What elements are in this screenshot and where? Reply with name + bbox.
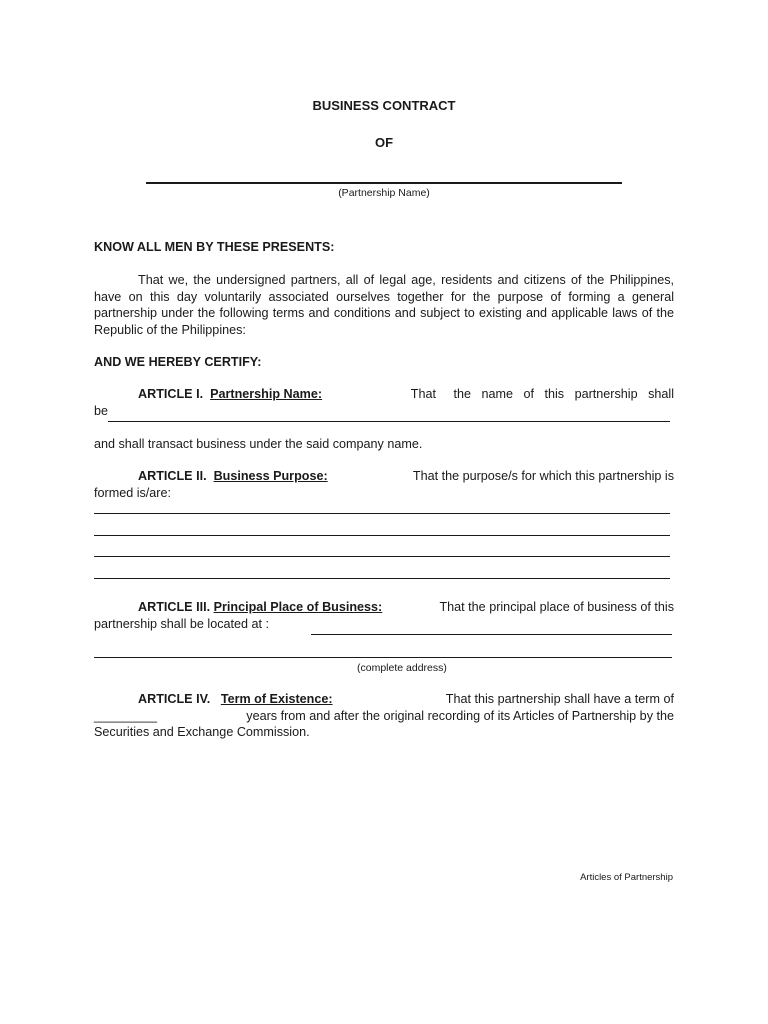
- article-4-heading: Term of Existence:: [220, 692, 333, 706]
- purpose-blank-1: [94, 513, 670, 514]
- article-2-heading: Business Purpose:: [213, 469, 328, 483]
- intro-paragraph: That we, the undersigned partners, all of legal age, residents and citizens of the Philippines, have on this day voluntarily associated ourselves together for the purpose of forming a general partnership under the following terms and conditions and subject to existing and applicable laws of the Republic of the Philippines:: [94, 273, 674, 337]
- article-4-text-3: Securities and Exchange Commission.: [94, 725, 310, 739]
- article-4-line-2: [94, 709, 674, 723]
- article-1-name-blank: [108, 421, 670, 422]
- partnership-name-caption: (Partnership Name): [338, 187, 430, 199]
- article-3-line: [138, 600, 674, 614]
- know-all-heading: KNOW ALL MEN BY THESE PRESENTS:: [94, 240, 335, 254]
- article-3-heading: Principal Place of Business:: [213, 600, 383, 614]
- article-2-number: ARTICLE II.: [138, 469, 207, 483]
- article-1-after: and shall transact business under the said company name.: [94, 437, 423, 451]
- purpose-blank-4: [94, 578, 670, 579]
- address-blank-2: [94, 657, 672, 658]
- article-4-term-blank: _________: [94, 709, 158, 723]
- article-4-text-2: years from and after the original recording of its Articles of Partnership by the: [246, 709, 674, 723]
- purpose-blank-3: [94, 556, 670, 557]
- article-3-text: That the principal place of business of this: [439, 600, 674, 614]
- purpose-blank-2: [94, 535, 670, 536]
- partnership-name-blank: [146, 182, 622, 184]
- address-blank-1: [311, 634, 672, 635]
- article-4-number: ARTICLE IV.: [138, 692, 211, 706]
- article-2-line: [138, 469, 674, 483]
- document-title-of: OF: [374, 135, 394, 150]
- address-caption: (complete address): [357, 662, 447, 674]
- article-4-text: That this partnership shall have a term of: [445, 692, 674, 706]
- article-3-text-2: partnership shall be located at :: [94, 617, 270, 631]
- footer-label: Articles of Partnership: [580, 872, 673, 883]
- article-4-line: [138, 692, 674, 706]
- document-title: BUSINESS CONTRACT: [312, 98, 456, 113]
- certify-heading: AND WE HEREBY CERTIFY:: [94, 355, 262, 369]
- article-3-number: ARTICLE III.: [138, 600, 211, 614]
- article-1-text: That the name of this partnership shall: [410, 387, 674, 401]
- article-1-number: ARTICLE I.: [138, 387, 204, 401]
- article-1-heading: Partnership Name:: [210, 387, 323, 401]
- article-1-line: [138, 387, 674, 401]
- article-2-text-2: formed is/are:: [94, 486, 171, 500]
- article-2-text: That the purpose/s for which this partnership is: [412, 469, 674, 483]
- article-1-be: be: [94, 404, 109, 418]
